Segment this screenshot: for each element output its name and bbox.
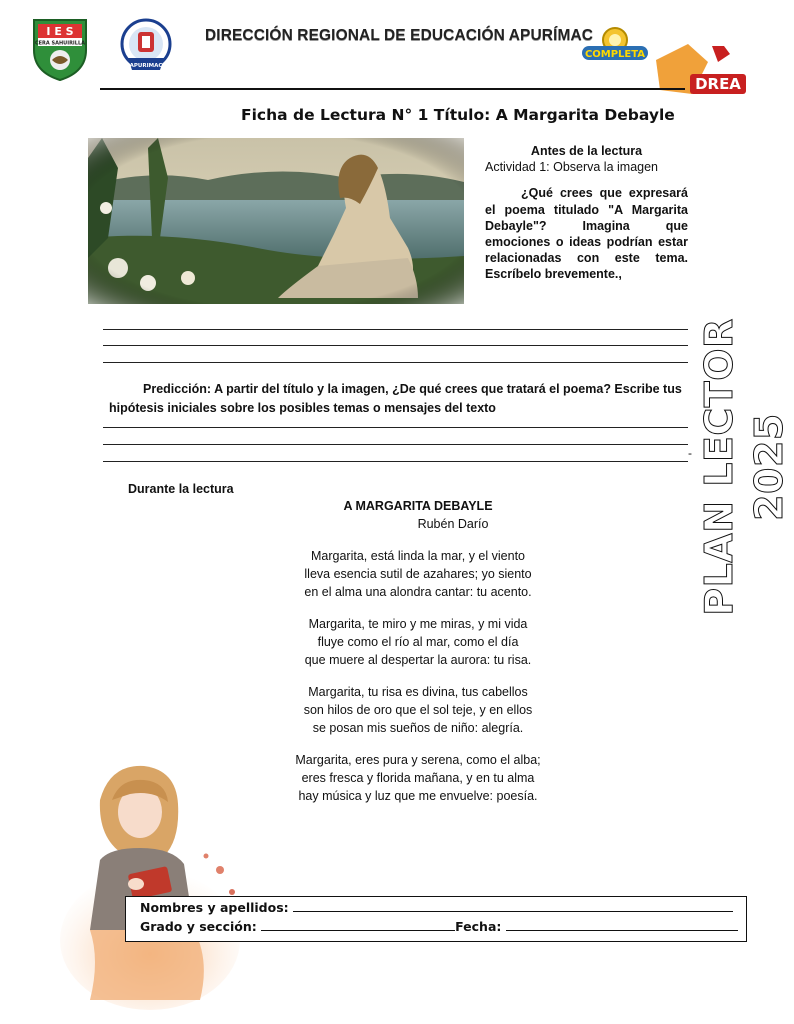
poem-line: eres fresca y florida mañana, y en tu alma (301, 771, 535, 785)
answer-line[interactable] (103, 329, 688, 330)
sheet-title: Ficha de Lectura N° 1 Título: A Margarita Debayle (241, 106, 675, 124)
answer-line[interactable] (103, 345, 688, 346)
logo-drea-text: DREA (695, 75, 741, 93)
poem-stanza (248, 683, 588, 737)
activity-label: Actividad 1: Observa la imagen (485, 160, 659, 175)
poem-line: lleva esencia sutil de azahares; yo siento (304, 567, 532, 581)
activity-question: ¿Qué crees que expresará el poema titulado "A Margarita Debayle"? Imagina que emociones o ideas podrían estar relacionadas con este tema. Escríbelo brevemente., (485, 186, 688, 282)
plan-lector-text: PLAN LECTOR 2025 (697, 318, 791, 616)
reading-girl-illustration (60, 760, 250, 1010)
logo-coat-subtext: APURIMAC (129, 63, 163, 69)
completa-logo (578, 22, 652, 68)
poem-line: son hilos de oro que el sol teje, y en ellos (303, 703, 533, 717)
header-title: DIRECCIÓN REGIONAL DE EDUCACIÓN APURÍMAC (205, 27, 594, 44)
grade-field[interactable] (261, 919, 455, 931)
coat-of-arms-logo (116, 16, 176, 82)
header-divider (100, 88, 685, 90)
answer-line[interactable] (103, 444, 688, 445)
before-reading-heading: Antes de la lectura (530, 144, 643, 158)
logo-completa-text: COMPLETA (584, 49, 646, 60)
poem-line: Margarita, está linda la mar, y el viento (311, 549, 525, 563)
poem (248, 497, 588, 805)
grade-date-row (140, 919, 738, 934)
poem-line: Margarita, eres pura y serena, como el alba; (295, 753, 541, 767)
lake-woman-photo (88, 138, 464, 304)
grade-label: Grado y sección: (140, 919, 257, 934)
date-field[interactable] (506, 919, 738, 931)
poem-author: Rubén Darío (417, 517, 489, 531)
date-label: Fecha: (455, 919, 502, 934)
prediction-prompt: Predicción: A partir del título y la imagen, ¿De qué crees que tratará el poema? Escribe tus hipótesis iniciales sobre los posibles temas o mensajes del texto (109, 382, 682, 415)
poem-line: Margarita, te miro y me miras, y mi vida (308, 617, 528, 631)
answer-line[interactable] (103, 427, 688, 428)
poem-line: fluye como el río al mar, como el día (317, 635, 519, 649)
poem-line: que muere al despertar la aurora: tu risa. (304, 653, 532, 667)
during-reading-heading: Durante la lectura (128, 482, 234, 496)
poem-line: Margarita, tu risa es divina, tus cabellos (308, 685, 528, 699)
poem-stanza (248, 547, 588, 601)
poem-line: en el alma una alondra cantar: tu acento. (304, 585, 532, 599)
student-info-box (125, 896, 747, 942)
plan-lector-banner (694, 292, 791, 642)
school-shield-logo (30, 16, 90, 82)
name-label: Nombres y apellidos: (140, 900, 289, 915)
before-reading-section (485, 143, 688, 283)
logo-ies-subtext: CERA SAHUIRILLA (34, 40, 86, 47)
poem-line: se posan mis sueños de niño: alegría. (312, 721, 524, 735)
poem-stanza (248, 615, 588, 669)
logo-ies-text: I E S (46, 25, 74, 38)
poem-title: A MARGARITA DEBAYLE (343, 499, 493, 513)
name-field[interactable] (293, 900, 733, 912)
answer-line[interactable] (103, 461, 688, 462)
poem-stanza (248, 751, 588, 805)
answer-line[interactable] (103, 362, 688, 363)
line-end-dash: - (688, 446, 692, 460)
name-row (140, 900, 733, 915)
poem-line: hay música y luz que me envuelve: poesía. (298, 789, 538, 803)
